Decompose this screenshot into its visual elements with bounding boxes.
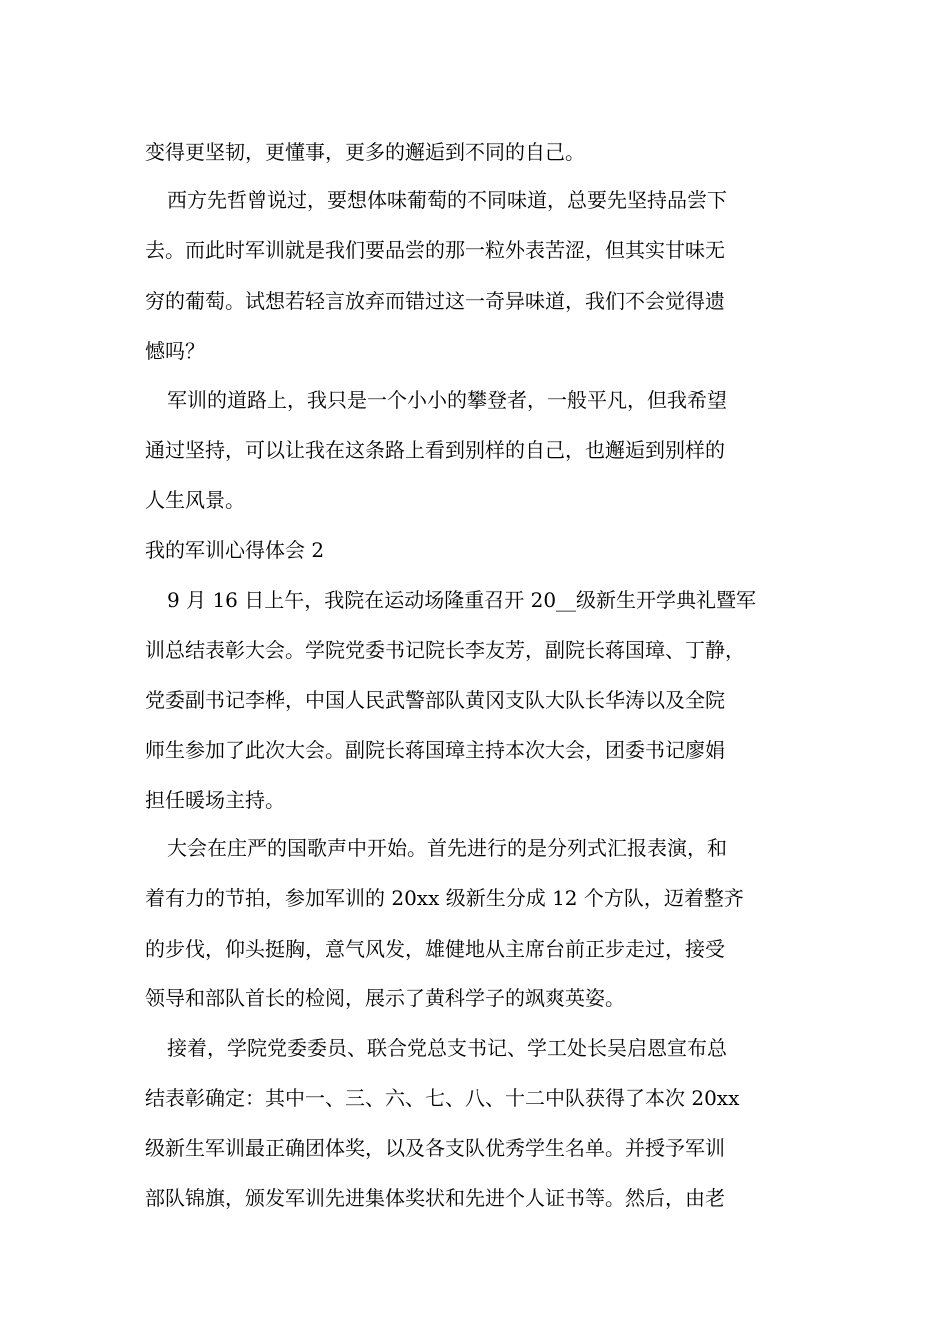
text-line: 师生参加了此次大会。副院长蒋国璋主持本次大会，团委书记廖娟 <box>145 738 725 762</box>
text-line: 级新生军训最正确团体奖，以及各支队优秀学生名单。并授予军训 <box>145 1136 725 1160</box>
text-line: 通过坚持，可以让我在这条路上看到别样的自己，也邂逅到别样的 <box>145 438 725 462</box>
text-line: 党委副书记李桦，中国人民武警部队黄冈支队大队长华涛以及全院 <box>145 688 725 712</box>
paragraph-first-line: 西方先哲曾说过，要想体味葡萄的不同味道，总要先坚持品尝下 <box>167 188 727 212</box>
section-heading: 我的军训心得体会 2 <box>145 538 325 562</box>
text-line: 部队锦旗，颁发军训先进集体奖状和先进个人证书等。然后，由老 <box>145 1186 725 1210</box>
paragraph-first-line: 大会在庄严的国歌声中开始。首先进行的是分列式汇报表演，和 <box>167 836 727 860</box>
paragraph-first-line: 军训的道路上，我只是一个小小的攀登者，一般平凡，但我希望 <box>167 388 727 412</box>
text-line: 领导和部队首长的检阅，展示了黄科学子的飒爽英姿。 <box>145 986 625 1010</box>
text-line: 憾吗？ <box>145 339 205 363</box>
text-line: 担任暖场主持。 <box>145 788 285 812</box>
text-line: 的步伐，仰头挺胸，意气风发，雄健地从主席台前正步走过，接受 <box>145 937 725 961</box>
paragraph-first-line: 接着，学院党委委员、联合党总支书记、学工处长吴启恩宣布总 <box>167 1036 727 1060</box>
text-line: 训总结表彰大会。学院党委书记院长李友芳，副院长蒋国璋、丁静， <box>145 638 745 662</box>
text-line: 结表彰确定：其中一、三、六、七、八、十二中队获得了本次 20xx <box>145 1086 740 1110</box>
text-line: 穷的葡萄。试想若轻言放弃而错过这一奇异味道，我们不会觉得遗 <box>145 289 725 313</box>
text-line: 变得更坚韧，更懂事，更多的邂逅到不同的自己。 <box>145 140 585 164</box>
text-line: 去。而此时军训就是我们要品尝的那一粒外表苦涩，但其实甘味无 <box>145 238 725 262</box>
text-line: 人生风景。 <box>145 488 245 512</box>
text-line: 着有力的节拍，参加军训的 20xx 级新生分成 12 个方队，迈着整齐 <box>145 886 744 910</box>
paragraph-first-line: 9 月 16 日上午，我院在运动场隆重召开 20__级新生开学典礼暨军 <box>167 588 757 612</box>
